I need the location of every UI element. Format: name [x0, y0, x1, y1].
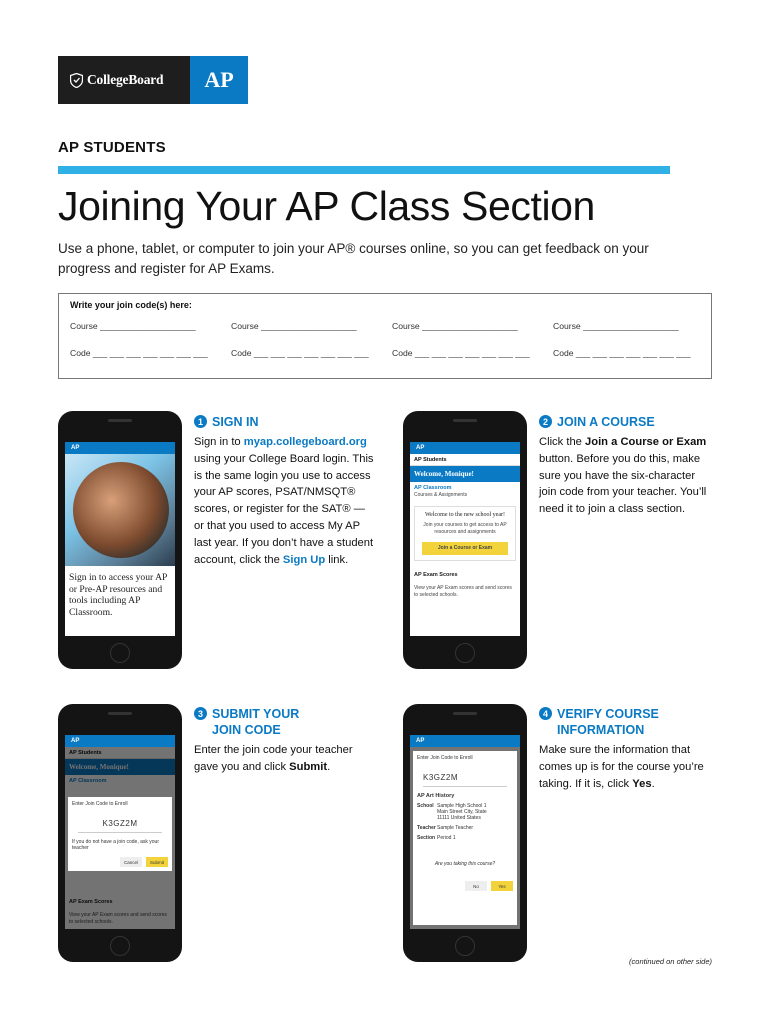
phone-screen [65, 442, 175, 636]
step-sign-in [194, 414, 374, 568]
phone-join-course [403, 411, 527, 669]
exam-scores-title: AP Exam Scores [414, 572, 458, 578]
phone-screen [410, 442, 520, 636]
step-emphasis: Submit [289, 760, 328, 773]
card-text: Join your courses to get access to AP resources and assignments [423, 522, 507, 535]
home-button [455, 643, 475, 663]
modal-title: Enter Join Code to Enroll [72, 801, 128, 807]
step-text: . [327, 760, 331, 773]
step-number: 4 [539, 707, 552, 720]
teacher-row [417, 825, 513, 831]
step-verify-course [539, 706, 714, 792]
eyebrow-label: AP STUDENTS [58, 139, 166, 156]
welcome-card [414, 506, 516, 561]
code-field[interactable]: Code ___ ___ ___ ___ ___ ___ ___ [70, 348, 208, 358]
students-photo [65, 454, 175, 566]
exam-scores-text: View your AP Exam scores and send scores to selected schools. [414, 585, 512, 598]
phone-speaker [108, 419, 132, 422]
step-text: using your College Board login. This is the same login you use to access your AP scores, PSAT/NMSQT® scores, or register for the SAT® — or that you used to access My AP last year. If you don’t have a student account, click the [194, 452, 374, 566]
home-button [110, 936, 130, 956]
step-title: VERIFY COURSE INFORMATION [557, 707, 659, 737]
course-field[interactable]: Course ____________________ [231, 321, 357, 331]
section-label: Section [417, 835, 436, 841]
step-number: 3 [194, 707, 207, 720]
verify-modal [413, 751, 517, 925]
join-code-form [58, 293, 712, 379]
step-number: 2 [539, 415, 552, 428]
step-emphasis: Yes [632, 777, 652, 790]
course-field[interactable]: Course ____________________ [70, 321, 196, 331]
step-title: SIGN IN [212, 415, 259, 429]
school-row [417, 803, 513, 821]
phone-sign-in [58, 411, 182, 669]
phone-verify-course [403, 704, 527, 962]
header-rule [58, 166, 670, 174]
shield-icon [70, 73, 83, 88]
modal-buttons [72, 857, 168, 867]
yes-button[interactable]: Yes [491, 881, 513, 891]
cancel-button[interactable]: Cancel [120, 857, 142, 867]
collegeboard-wordmark: CollegeBoard [87, 72, 164, 87]
course-field[interactable]: Course ____________________ [553, 321, 679, 331]
step-body [539, 434, 714, 518]
step-heading [194, 706, 374, 738]
course-name: AP Art History [417, 793, 455, 799]
ap-students-bar: AP Students [410, 454, 520, 466]
join-code-modal [68, 797, 172, 871]
code-field[interactable]: Code ___ ___ ___ ___ ___ ___ ___ [553, 348, 691, 358]
intro-text: Use a phone, tablet, or computer to join your AP® courses online, so you can get feedback on your progress and register for AP Exams. [58, 241, 649, 276]
step-text: link. [325, 553, 349, 566]
step-body [194, 742, 374, 776]
welcome-banner: Welcome, Monique! [410, 466, 520, 482]
step-title: SUBMIT YOUR JOIN CODE [212, 707, 300, 737]
verify-question: Are you taking this course? [434, 861, 496, 867]
step-submit-code [194, 706, 374, 776]
card-title: Welcome to the new school year! [425, 512, 505, 518]
modal-title: Enter Join Code to Enroll [417, 755, 473, 761]
course-field[interactable]: Course ____________________ [392, 321, 518, 331]
section-value: Period 1 [437, 835, 456, 841]
step-text: . [651, 777, 655, 790]
step-emphasis: Join a Course or Exam [585, 436, 707, 448]
modal-help: If you do not have a join code, ask your teacher [72, 839, 159, 851]
phone-speaker [453, 712, 477, 715]
step-heading [539, 706, 714, 738]
code-field[interactable]: Code ___ ___ ___ ___ ___ ___ ___ [231, 348, 369, 358]
phone-speaker [108, 712, 132, 715]
step-heading [539, 414, 714, 430]
step-heading [194, 414, 374, 430]
courses-label: Courses & Assignments [414, 492, 468, 498]
step-body [194, 434, 374, 568]
phone-submit-code [58, 704, 182, 962]
phone-speaker [453, 419, 477, 422]
collegeboard-logo [58, 56, 190, 104]
step-text: Make sure the information that comes up is for the course you’re taking. If it is, click [539, 744, 704, 790]
phone-screen [65, 735, 175, 929]
sign-in-caption: Sign in to access your AP or Pre-AP resources and tools including AP Classroom. [69, 572, 167, 618]
app-nav: AP [410, 735, 520, 747]
join-code-input[interactable]: K3GZ2M [423, 769, 507, 787]
app-nav: AP [410, 442, 520, 454]
course-row [70, 321, 714, 331]
home-button [455, 936, 475, 956]
app-nav: AP [65, 735, 175, 747]
step-number: 1 [194, 415, 207, 428]
phone-screen [410, 735, 520, 929]
modal-buttons [417, 881, 513, 891]
teacher-value: Sample Teacher [437, 825, 474, 831]
ap-classroom-link[interactable]: AP Classroom [414, 485, 452, 491]
step-text: button. Before you do this, make sure you have the six-character join code from your teacher. You’ll need it to join a class section. [539, 452, 707, 516]
home-button [110, 643, 130, 663]
step-title: JOIN A COURSE [557, 415, 655, 429]
school-label: School [417, 803, 434, 809]
page-title: Joining Your AP Class Section [58, 183, 595, 229]
submit-button[interactable]: Submit [146, 857, 168, 867]
step-text: Click the [539, 436, 586, 448]
code-field[interactable]: Code ___ ___ ___ ___ ___ ___ ___ [392, 348, 530, 358]
myap-link[interactable]: myap.collegeboard.org [243, 436, 367, 448]
join-course-button[interactable]: Join a Course or Exam [422, 542, 508, 555]
section-row [417, 835, 513, 841]
continued-note: (continued on other side) [629, 957, 712, 966]
school-value: Sample High School 1 Main Street City, State 11111 United States [437, 803, 487, 821]
join-code-input[interactable]: K3GZ2M [78, 815, 162, 833]
app-nav: AP [65, 442, 175, 454]
step-body [539, 742, 714, 792]
join-code-heading: Write your join code(s) here: [70, 300, 192, 310]
ap-logo: AP [190, 56, 248, 104]
code-row [70, 348, 714, 358]
step-text: Sign in to [194, 436, 244, 448]
step-join-course [539, 414, 714, 518]
no-button[interactable]: No [465, 881, 487, 891]
step-text: Enter the join code your teacher gave you and click [194, 744, 353, 773]
sign-up-link[interactable]: Sign Up [282, 553, 326, 566]
brand-logo [58, 56, 248, 104]
teacher-label: Teacher [417, 825, 436, 831]
photo-circle [73, 462, 169, 558]
